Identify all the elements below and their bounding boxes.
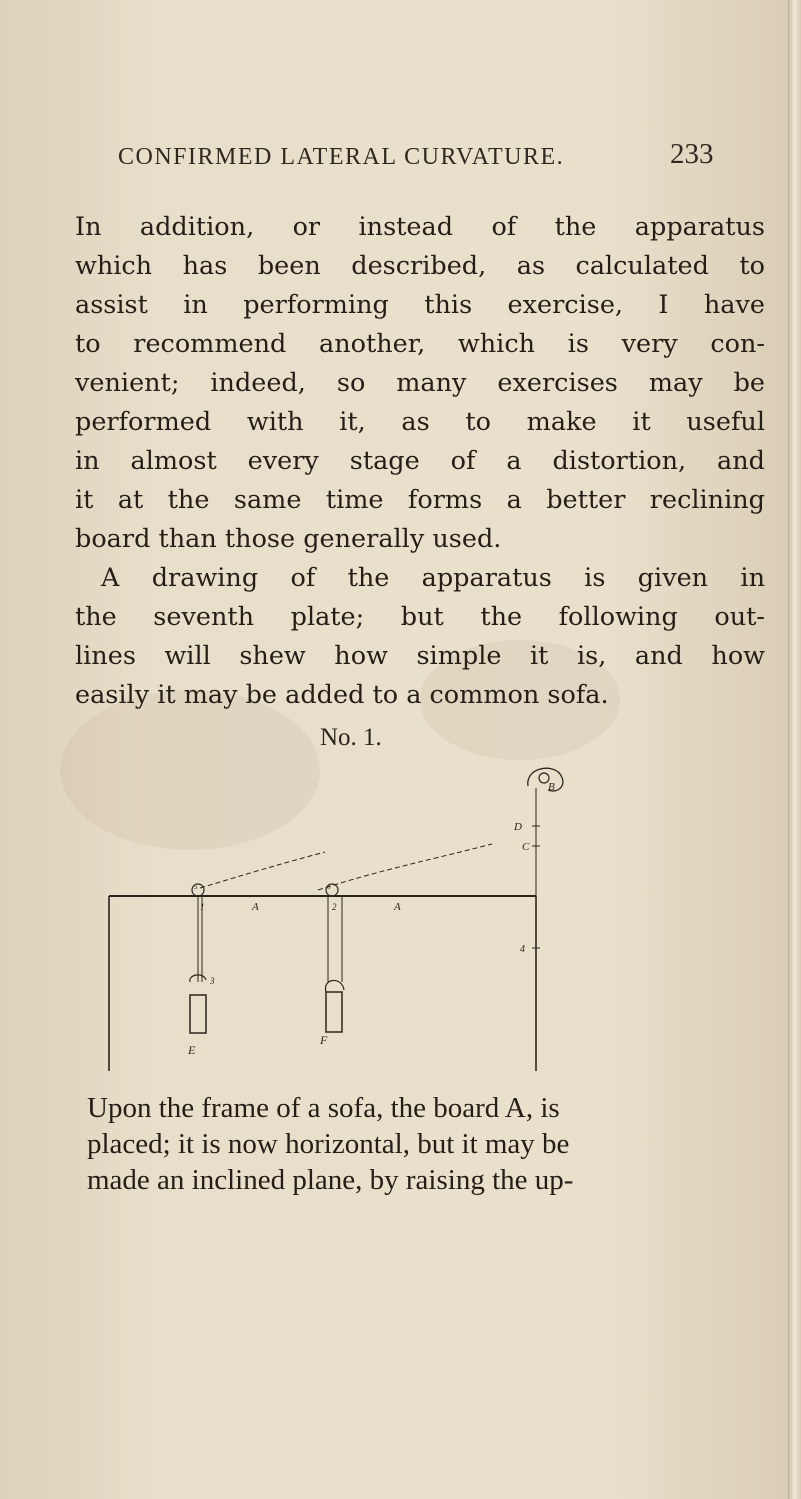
text-line: easily it may be added to a common sofa. xyxy=(75,680,609,710)
pulley-b xyxy=(528,768,563,791)
label-1: 1 xyxy=(200,902,205,912)
label-a1: A xyxy=(252,901,259,913)
figure-caption: No. 1. xyxy=(320,724,382,751)
label-3: 3 xyxy=(210,976,215,986)
label-5: 5 xyxy=(194,883,198,891)
text-line: made an inclined plane, by raising the up- xyxy=(87,1164,574,1196)
text-line: A drawing of the apparatus is given in xyxy=(101,563,765,593)
paragraph-1 xyxy=(75,208,765,715)
incline-line-1 xyxy=(200,852,325,888)
text-line: which has been described, as calculated to xyxy=(75,251,765,281)
running-head: CONFIRMED LATERAL CURVATURE. xyxy=(118,144,565,170)
text-line: it at the same time forms a better reclining xyxy=(75,485,765,515)
label-f: F xyxy=(320,1033,328,1047)
label-6: 6 xyxy=(327,883,331,891)
weight-f-hook xyxy=(325,980,344,992)
incline-line-2 xyxy=(318,844,492,890)
weight-e xyxy=(190,995,206,1033)
text-line: Upon the frame of a sofa, the board A, is xyxy=(87,1092,560,1124)
text-line: assist in performing this exercise, I have xyxy=(75,290,765,320)
label-b: B xyxy=(548,781,555,793)
label-d: D xyxy=(514,821,522,833)
label-e: E xyxy=(188,1043,196,1057)
label-2: 2 xyxy=(332,902,337,912)
page-number: 233 xyxy=(670,138,714,170)
text-line: performed with it, as to make it useful xyxy=(75,407,765,437)
label-a2: A xyxy=(394,901,401,913)
text-line: venient; indeed, so many exercises may be xyxy=(75,368,765,398)
weight-f xyxy=(326,992,342,1032)
text-line: in almost every stage of a distortion, and xyxy=(75,446,765,476)
sofa-apparatus-figure xyxy=(100,760,620,1080)
text-line: lines will shew how simple it is, and how xyxy=(75,641,765,671)
text-line: board than those generally used. xyxy=(75,524,502,554)
label-4: 4 xyxy=(520,944,525,955)
page-edge xyxy=(788,0,801,1499)
paragraph-2 xyxy=(87,1090,767,1198)
text-line: to recommend another, which is very con- xyxy=(75,329,765,359)
label-c: C xyxy=(522,841,530,853)
text-line: placed; it is now horizontal, but it may be xyxy=(87,1128,570,1160)
text-line: the seventh plate; but the following out- xyxy=(75,602,765,632)
text-line: In addition, or instead of the apparatus xyxy=(75,212,765,242)
